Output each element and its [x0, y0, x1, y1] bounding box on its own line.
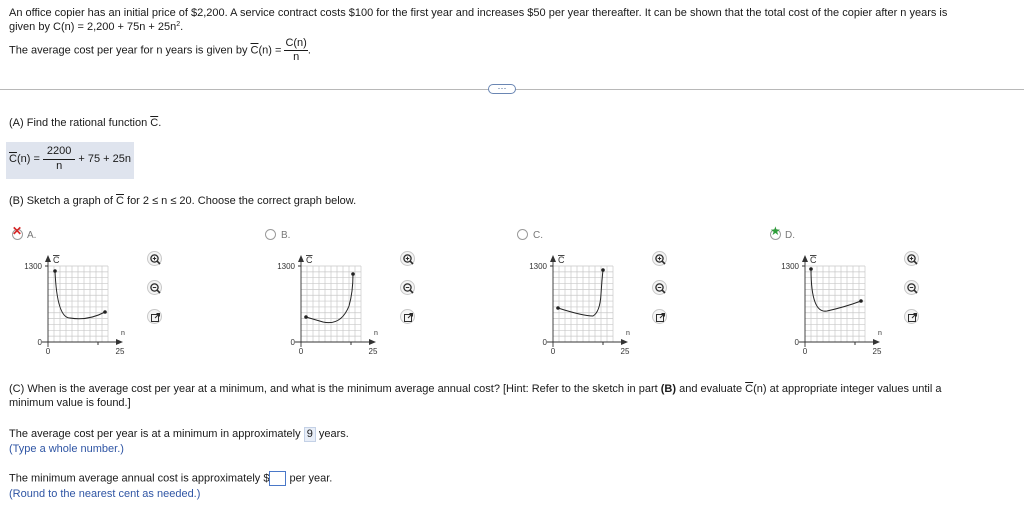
correct-star-icon: ★	[770, 224, 781, 238]
zoom-out-button[interactable]	[652, 280, 667, 295]
y-tick-label-zero: 0	[794, 338, 799, 347]
x-tick-label: 25	[368, 347, 378, 356]
c-bar-symbol: $\overline{C}$	[116, 195, 124, 207]
zoom-out-button[interactable]	[147, 280, 162, 295]
pop-out-button[interactable]	[147, 309, 162, 324]
avg-denominator: n	[293, 51, 300, 63]
pop-out-button[interactable]	[652, 309, 667, 324]
pop-out-button[interactable]	[400, 309, 415, 324]
part-c-bold: (B)	[660, 383, 677, 395]
endpoint-dot	[601, 268, 605, 272]
x-axis-label: n	[626, 330, 630, 337]
total-cost-formula: given by C(n) = 2,200 + 75n + 25n	[9, 21, 177, 33]
option-a-label: A.	[27, 230, 37, 241]
graph-svg	[8, 244, 158, 360]
answer-numerator: 2200	[43, 146, 75, 160]
pop-out-button[interactable]	[904, 309, 919, 324]
graph-option-b	[261, 244, 411, 360]
graph-option-a	[8, 244, 158, 360]
curve	[811, 269, 861, 311]
x-tick-label-zero: 0	[298, 347, 304, 356]
question-minimum-cost	[9, 471, 332, 486]
zoom-out-icon	[653, 281, 668, 296]
zoom-in-button[interactable]	[652, 251, 667, 266]
y-axis-arrow	[298, 255, 304, 262]
part-a-prompt	[9, 117, 161, 129]
zoom-in-icon	[653, 252, 668, 267]
incorrect-x-icon: ✕	[12, 224, 23, 238]
answer-arg: (n) =	[16, 153, 40, 165]
pop-out-icon	[905, 310, 920, 325]
option-c-label: C.	[533, 230, 543, 241]
y-axis-arrow	[550, 255, 556, 262]
y-tick-label-top: 1300	[781, 262, 799, 271]
y-axis-arrow	[802, 255, 808, 262]
endpoint-dot	[556, 306, 560, 310]
radio-circle[interactable]	[265, 229, 276, 240]
avg-text: The average cost per year for n years is given by	[9, 44, 251, 57]
endpoint-dot	[809, 267, 813, 271]
zoom-in-button[interactable]	[147, 251, 162, 266]
y-tick-label-top: 1300	[529, 262, 547, 271]
option-b-label: B.	[281, 230, 291, 241]
zoom-in-button[interactable]	[904, 251, 919, 266]
x-tick-label: 25	[115, 347, 125, 356]
y-axis-label: C	[810, 255, 817, 265]
problem-text-line1: An office copier has an initial price of $2,200. A service contract costs $100 for the first year and increases $50 per year thereafter. It can be shown that the total cost of the copier after n years is	[9, 7, 948, 19]
graph-svg	[513, 244, 663, 360]
option-c-radio[interactable]	[517, 229, 528, 240]
x-axis-label: n	[121, 330, 125, 337]
y-tick-label-top: 1300	[24, 262, 42, 271]
pop-out-icon	[401, 310, 416, 325]
q2-text: The minimum average annual cost is approximately $	[9, 472, 270, 485]
part-c-suffix: (n) at appropriate integer values until a	[753, 383, 942, 395]
answer-rest: + 75 + 25n	[78, 153, 131, 165]
x-axis-arrow	[369, 339, 376, 345]
c-bar-symbol: $\overline{C}$	[150, 117, 159, 129]
zoom-in-icon	[401, 252, 416, 267]
x-tick-label-zero: 0	[802, 347, 808, 356]
average-cost-definition	[9, 38, 311, 63]
x-axis-arrow	[873, 339, 880, 345]
endpoint-dot	[103, 310, 107, 314]
q1-suffix: years.	[315, 428, 349, 440]
part-c-prompt-line1	[9, 383, 941, 395]
endpoint-dot	[304, 315, 308, 319]
x-tick-label-zero: 0	[45, 347, 51, 356]
x-axis-arrow	[116, 339, 123, 345]
problem-text-line2	[9, 21, 183, 33]
zoom-out-icon	[905, 281, 920, 296]
endpoint-dot	[53, 269, 57, 273]
endpoint-dot	[351, 272, 355, 276]
x-axis-label: n	[374, 330, 378, 337]
years-answer-field[interactable]: 9	[304, 427, 316, 442]
radio-circle[interactable]	[517, 229, 528, 240]
part-a-answer	[9, 146, 131, 172]
q2-hint: (Round to the nearest cent as needed.)	[9, 488, 201, 500]
answer-fraction	[43, 146, 75, 172]
more-button[interactable]: ···	[488, 84, 516, 94]
q2-suffix: per year.	[286, 472, 333, 485]
zoom-in-button[interactable]	[400, 251, 415, 266]
part-c-mid: and evaluate	[676, 383, 746, 395]
question-minimum-years	[9, 427, 349, 442]
y-tick-label-top: 1300	[277, 262, 295, 271]
graph-option-c	[513, 244, 663, 360]
y-tick-label-zero: 0	[37, 338, 42, 347]
graph-option-d	[765, 244, 915, 360]
curve	[55, 271, 105, 319]
y-axis-arrow	[45, 255, 51, 262]
avg-fraction	[284, 38, 307, 63]
part-b-prompt	[9, 195, 356, 207]
part-b-text-suffix: for 2 ≤ n ≤ 20. Choose the correct graph below.	[123, 195, 357, 207]
part-a-period: .	[158, 117, 162, 129]
zoom-out-button[interactable]	[904, 280, 919, 295]
avg-arg: (n) =	[258, 44, 285, 57]
y-tick-label-zero: 0	[290, 338, 295, 347]
c-bar-symbol: $\overline{C}$	[745, 383, 754, 395]
q1-text: The average cost per year is at a minimum in approximately	[9, 428, 304, 440]
zoom-in-icon	[148, 252, 163, 267]
option-b-radio[interactable]	[265, 229, 276, 240]
zoom-in-icon	[905, 252, 920, 267]
zoom-out-button[interactable]	[400, 280, 415, 295]
x-tick-label: 25	[872, 347, 882, 356]
y-axis-label: C	[558, 255, 565, 265]
cost-answer-input[interactable]	[269, 471, 286, 486]
y-axis-label: C	[306, 255, 313, 265]
y-tick-label-zero: 0	[542, 338, 547, 347]
y-axis-label: C	[53, 255, 60, 265]
part-b-text: (B) Sketch a graph of	[9, 195, 116, 207]
option-d-label: D.	[785, 230, 795, 241]
graph-svg	[261, 244, 411, 360]
endpoint-dot	[859, 299, 863, 303]
part-a-text: (A) Find the rational function	[9, 117, 151, 129]
period: .	[180, 21, 184, 33]
part-c-prompt-line2: minimum value is found.]	[9, 397, 131, 409]
x-axis-arrow	[621, 339, 628, 345]
zoom-out-icon	[401, 281, 416, 296]
pop-out-icon	[653, 310, 668, 325]
pop-out-icon	[148, 310, 163, 325]
c-bar-symbol: $\overline{C}$	[9, 153, 17, 165]
c-bar-symbol: $\overline{C}$	[250, 44, 259, 57]
answer-denominator: n	[56, 160, 63, 172]
avg-numerator: C(n)	[285, 37, 307, 49]
x-tick-label: 25	[620, 347, 630, 356]
x-tick-label-zero: 0	[550, 347, 556, 356]
zoom-out-icon	[148, 281, 163, 296]
q1-hint: (Type a whole number.)	[9, 443, 124, 455]
avg-period: .	[307, 44, 311, 57]
graph-svg	[765, 244, 915, 360]
x-axis-label: n	[878, 330, 882, 337]
exponent: 2	[176, 21, 181, 28]
part-c-text: (C) When is the average cost per year at a minimum, and what is the minimum average annual cost? [Hint: Refer to the sketch in part	[9, 383, 661, 395]
